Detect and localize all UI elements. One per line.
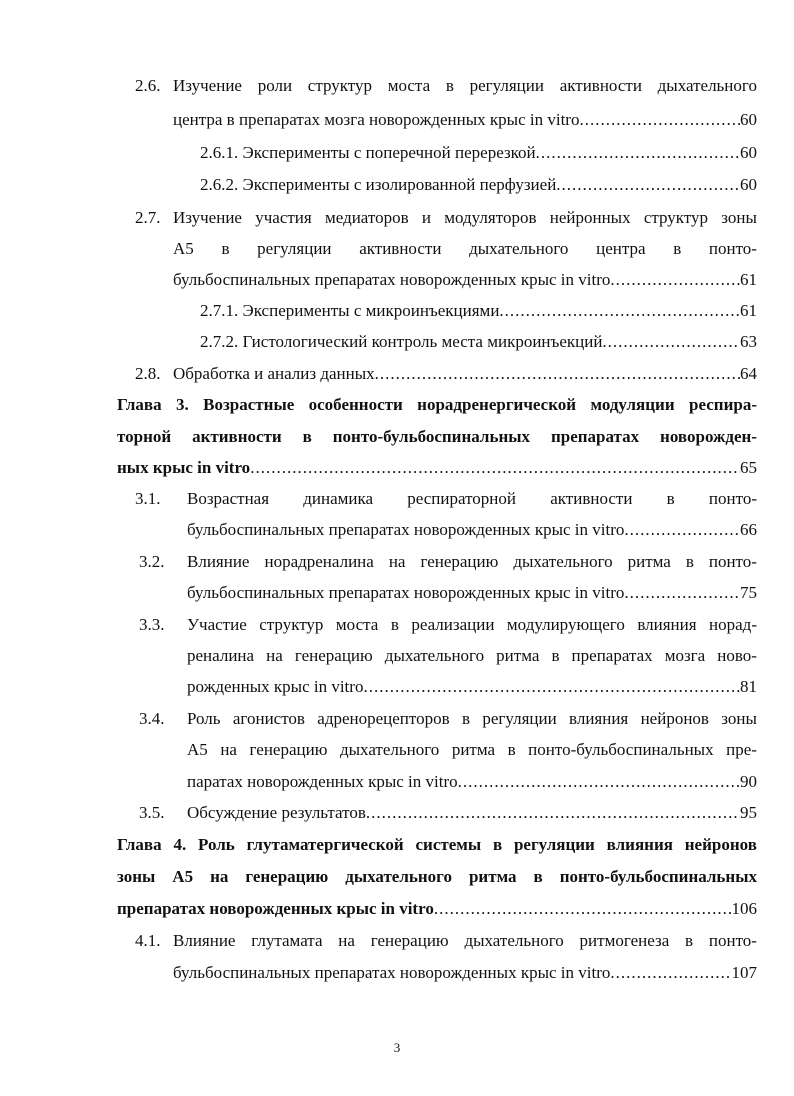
word: Роль	[198, 835, 235, 854]
word: в	[445, 76, 454, 95]
word: модуляторов	[444, 208, 537, 227]
chapter-3-line-2	[117, 425, 757, 449]
word: Изучение	[173, 76, 242, 95]
toc-4-1-text: бульбоспинальных препаратах новорожденных крыс in vitro	[173, 963, 611, 982]
word: генерацию	[249, 740, 328, 759]
word: моста	[335, 615, 379, 634]
word: генерацию	[294, 646, 373, 665]
word: Роль	[187, 709, 221, 728]
word: Участие	[187, 615, 247, 634]
page-number: 3	[393, 1040, 401, 1055]
word: новорожден-	[660, 427, 757, 446]
word: в	[673, 239, 682, 258]
word: на	[388, 552, 406, 571]
toc-3-1-line-1	[187, 487, 757, 511]
toc-2-7-1-text: 2.7.1. Эксперименты с микроинъекциями	[200, 301, 500, 320]
word: дыхательного	[464, 931, 564, 950]
word: системы	[415, 835, 482, 854]
toc-3-2-line-1	[187, 550, 757, 574]
word: ритма	[468, 867, 517, 886]
word: регуляции	[513, 835, 595, 854]
toc-3-3-line-3	[187, 675, 757, 699]
toc-3-3-number: 3.3.	[139, 615, 165, 634]
word: регуляции	[257, 239, 332, 258]
toc-2-7-line-1	[173, 206, 757, 230]
word: глутамата	[251, 931, 323, 950]
word: мозга	[664, 646, 706, 665]
word: активности	[192, 427, 282, 446]
word: нейронов	[684, 835, 757, 854]
word: в	[685, 931, 694, 950]
word: Возрастные	[203, 395, 295, 414]
toc-2-8-number: 2.8.	[135, 364, 161, 383]
word: на	[210, 867, 229, 886]
toc-2-6-1-page: 60	[740, 143, 757, 162]
toc-3-4-number: 3.4.	[139, 709, 165, 728]
chapter-4-line-2	[117, 865, 757, 889]
word: участия	[255, 208, 312, 227]
word: торной	[117, 427, 172, 446]
word: ново-	[717, 646, 757, 665]
word: регуляции	[482, 709, 557, 728]
word: дыхательного	[513, 552, 613, 571]
toc-3-2-number: 3.2.	[139, 552, 165, 571]
word: влияния	[637, 615, 697, 634]
toc-3-2-page: 75	[740, 583, 757, 602]
word: А5	[187, 740, 208, 759]
word: зоны	[721, 709, 757, 728]
word: активности	[559, 76, 642, 95]
word: нейронных	[549, 208, 631, 227]
word: препаратах	[571, 646, 653, 665]
toc-2-6-line-1	[173, 74, 757, 98]
word: А5	[173, 239, 194, 258]
word: особенности	[308, 395, 403, 414]
word: реналина	[187, 646, 255, 665]
word: регуляции	[469, 76, 544, 95]
word: в	[390, 615, 399, 634]
word: понто-	[708, 552, 757, 571]
toc-2-7-line-3	[173, 268, 757, 292]
word: динамика	[303, 489, 374, 508]
word: понто-	[708, 489, 757, 508]
word: генерацию	[245, 867, 329, 886]
toc-3-1-line-2	[187, 518, 757, 542]
word: респира-	[689, 395, 757, 414]
word: зоны	[117, 867, 156, 886]
toc-2-7-1-page: 61	[740, 301, 757, 320]
word: ритмогенеза	[579, 931, 670, 950]
word: в	[492, 835, 503, 854]
word: Влияние	[187, 552, 250, 571]
toc-3-5	[187, 801, 757, 825]
toc-3-4-line-3	[187, 770, 757, 794]
word: на	[338, 931, 355, 950]
word: понто-бульбоспинальных	[559, 867, 757, 886]
word: структур	[307, 76, 372, 95]
toc-2-8	[173, 362, 757, 386]
word: понто-бульбоспинальных	[332, 427, 531, 446]
word: Глава	[117, 395, 162, 414]
toc-3-5-text: Обсуждение результатов	[187, 803, 366, 822]
word: структур	[259, 615, 324, 634]
word: в	[507, 740, 516, 759]
chapter-4-line-3	[117, 897, 757, 921]
word: глутаматергической	[246, 835, 404, 854]
toc-2-8-page: 64	[740, 364, 757, 383]
word: норадреналина	[264, 552, 374, 571]
word: респираторной	[407, 489, 516, 508]
word: в	[533, 867, 543, 886]
toc-2-6-number: 2.6.	[135, 76, 161, 95]
word: модулирующего	[506, 615, 625, 634]
toc-2-7-text: бульбоспинальных препаратах новорожденных крыс in vitro	[173, 270, 611, 289]
word: на	[266, 646, 283, 665]
toc-4-1-page: 107	[731, 963, 757, 982]
word: Глава	[117, 835, 162, 854]
word: понто-	[708, 239, 757, 258]
toc-2-6-2-text: 2.6.2. Эксперименты с изолированной перфузией	[200, 175, 557, 194]
word: норад-	[709, 615, 757, 634]
word: А5	[172, 867, 194, 886]
word: зоны	[721, 208, 757, 227]
word: дыхательного	[384, 646, 485, 665]
toc-2-7-page: 61	[740, 270, 757, 289]
toc-2-7-number: 2.7.	[135, 208, 161, 227]
toc-4-1-line-1	[173, 929, 757, 953]
word: пре-	[726, 740, 757, 759]
word: Влияние	[173, 931, 236, 950]
toc-3-3-page: 81	[740, 677, 757, 696]
chapter-3-line-3	[117, 456, 757, 480]
toc-2-6-1	[200, 141, 757, 165]
word: Изучение	[173, 208, 242, 227]
word: и	[421, 208, 432, 227]
toc-3-4-page: 90	[740, 772, 757, 791]
word: модуляции	[590, 395, 675, 414]
toc-2-6-2-page: 60	[740, 175, 757, 194]
toc-3-5-number: 3.5.	[139, 803, 165, 822]
word: ритма	[496, 646, 540, 665]
chapter-3-line-1	[117, 393, 757, 417]
word: влияния	[606, 835, 673, 854]
word: активности	[359, 239, 442, 258]
word: центра	[596, 239, 646, 258]
word: 3.	[176, 395, 189, 414]
toc-3-2-line-2	[187, 581, 757, 605]
chapter-3-text: ных крыс in vitro	[117, 458, 251, 477]
toc-3-1-text: бульбоспинальных препаратах новорожденных крыс in vitro	[187, 520, 625, 539]
toc-2-6-1-text: 2.6.1. Эксперименты с поперечной перерезкой	[200, 143, 536, 162]
word: понто-бульбоспинальных	[528, 740, 714, 759]
toc-3-1-page: 66	[740, 520, 757, 539]
chapter-4-page: 106	[731, 899, 757, 918]
word: генерацию	[420, 552, 499, 571]
word: дыхательного	[469, 239, 569, 258]
word: нейронов	[640, 709, 709, 728]
word: 4.	[173, 835, 187, 854]
word: генерацию	[370, 931, 449, 950]
word: понто-	[708, 931, 757, 950]
word: активности	[550, 489, 633, 508]
word: на	[220, 740, 237, 759]
word: в	[461, 709, 470, 728]
word: ритма	[451, 740, 496, 759]
toc-3-4-text: паратах новорожденных крыс in vitro	[187, 772, 458, 791]
toc-4-1-number: 4.1.	[135, 931, 161, 950]
toc-2-7-2	[200, 330, 757, 354]
word: агонистов	[232, 709, 305, 728]
toc-3-3-line-2	[187, 644, 757, 668]
toc-3-3-text: рожденных крыс in vitro	[187, 677, 364, 696]
word: дыхательного	[339, 740, 440, 759]
word: дыхательного	[345, 867, 452, 886]
word: дыхательного	[657, 76, 757, 95]
word: в	[685, 552, 694, 571]
word: в	[666, 489, 675, 508]
word: норадренергической	[417, 395, 577, 414]
chapter-3-page: 65	[740, 458, 757, 477]
toc-2-6-page: 60	[740, 110, 757, 129]
word: в	[302, 427, 312, 446]
word: моста	[387, 76, 431, 95]
toc-2-7-2-text: 2.7.2. Гистологический контроль места микроинъекций	[200, 332, 603, 351]
word: ритма	[627, 552, 671, 571]
toc-3-2-text: бульбоспинальных препаратах новорожденных крыс in vitro	[187, 583, 625, 602]
word: роли	[257, 76, 293, 95]
word: препаратах	[550, 427, 640, 446]
toc-3-1-number: 3.1.	[135, 489, 161, 508]
word: реализации	[411, 615, 495, 634]
chapter-4-text: препаратах новорожденных крыс in vitro	[117, 899, 434, 918]
word: в	[221, 239, 230, 258]
word: влияния	[569, 709, 629, 728]
word: в	[551, 646, 560, 665]
toc-3-5-page: 95	[740, 803, 757, 822]
word: Возрастная	[187, 489, 270, 508]
toc-2-6-text: центра в препаратах мозга новорожденных крыс in vitro	[173, 110, 580, 129]
toc-2-8-text: Обработка и анализ данных	[173, 364, 375, 383]
toc-3-4-line-2	[187, 738, 757, 762]
word: структур	[643, 208, 709, 227]
word: медиаторов	[324, 208, 409, 227]
toc-2-6-line-2	[173, 108, 757, 132]
toc-2-6-2	[200, 173, 757, 197]
toc-2-7-line-2	[173, 237, 757, 261]
chapter-4-line-1	[117, 833, 757, 857]
toc-2-7-2-page: 63	[740, 332, 757, 351]
word: адренорецепторов	[317, 709, 450, 728]
toc-4-1-line-2	[173, 961, 757, 985]
toc-2-7-1	[200, 299, 757, 323]
toc-3-3-line-1	[187, 613, 757, 637]
toc-3-4-line-1	[187, 707, 757, 731]
